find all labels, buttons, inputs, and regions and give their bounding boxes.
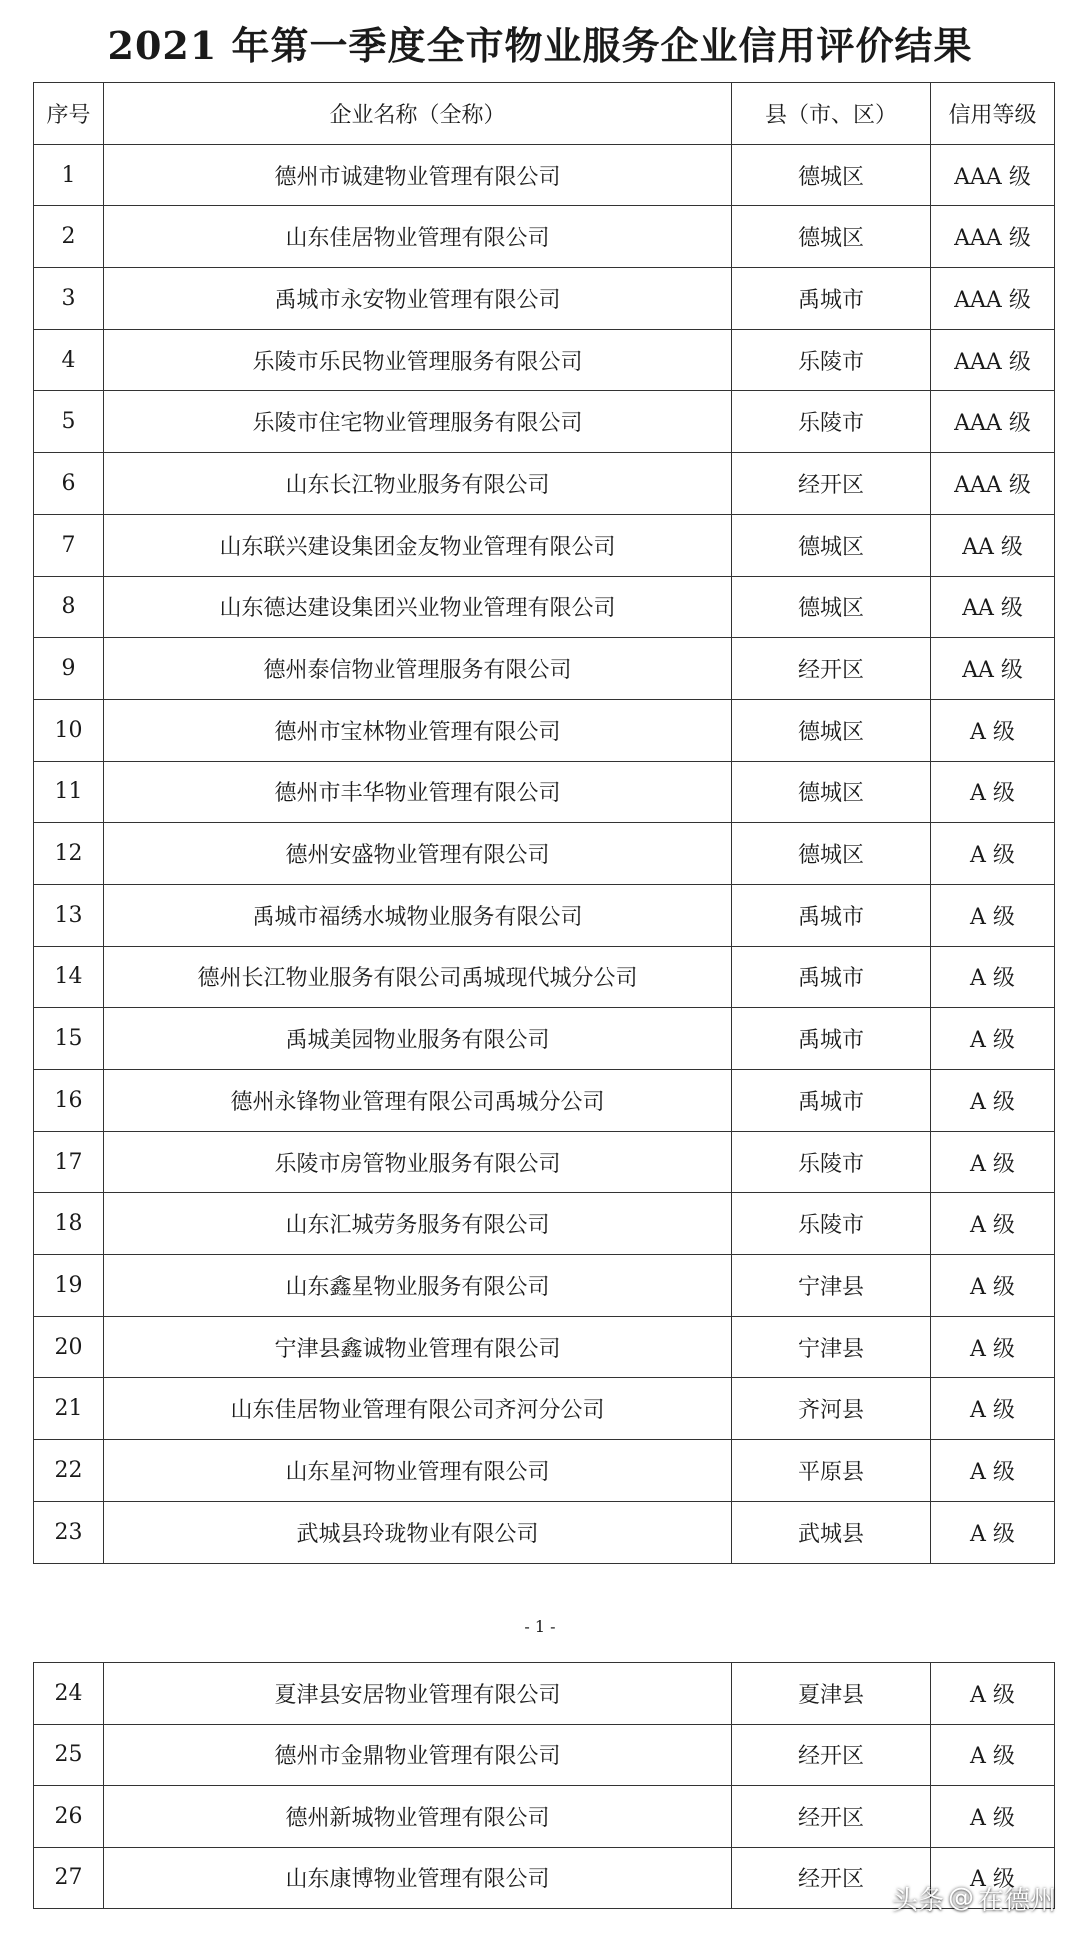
cell-company-name: 禹城市永安物业管理有限公司 <box>104 268 732 330</box>
document-title: 2021 年第一季度全市物业服务企业信用评价结果 <box>107 23 973 68</box>
table-row <box>34 1070 1055 1132</box>
cell-company-name: 武城县玲珑物业有限公司 <box>104 1501 732 1563</box>
cell-county: 禹城市 <box>732 268 931 330</box>
cell-company-name: 山东德达建设集团兴业物业管理有限公司 <box>104 576 732 638</box>
cell-county: 经开区 <box>732 1786 931 1848</box>
table-row <box>34 329 1055 391</box>
cell-credit-grade: AA 级 <box>931 638 1055 700</box>
cell-county: 乐陵市 <box>732 329 931 391</box>
cell-credit-grade: A 级 <box>931 1847 1055 1909</box>
cell-credit-grade: AAA 级 <box>931 206 1055 268</box>
table-header-row <box>34 83 1055 145</box>
cell-serial-number: 26 <box>34 1786 104 1848</box>
table-row <box>34 514 1055 576</box>
cell-credit-grade: AAA 级 <box>931 453 1055 515</box>
cell-credit-grade: A 级 <box>931 1008 1055 1070</box>
cell-county: 德城区 <box>732 699 931 761</box>
cell-company-name: 山东鑫星物业服务有限公司 <box>104 1255 732 1317</box>
cell-company-name: 德州市金鼎物业管理有限公司 <box>104 1724 732 1786</box>
table-body-page-2 <box>34 1663 1055 1909</box>
at-sign: @ <box>947 1883 974 1913</box>
cell-serial-number: 18 <box>34 1193 104 1255</box>
table-row <box>34 884 1055 946</box>
table-row <box>34 1378 1055 1440</box>
cell-company-name: 山东星河物业管理有限公司 <box>104 1440 732 1502</box>
table-row <box>34 1131 1055 1193</box>
credit-rating-table-page-2 <box>33 1662 1055 1909</box>
cell-county: 经开区 <box>732 1724 931 1786</box>
credit-rating-table-page-1 <box>33 82 1055 1564</box>
cell-serial-number: 2 <box>34 206 104 268</box>
watermark-prefix: 头条 <box>891 1885 944 1916</box>
cell-county: 禹城市 <box>732 1008 931 1070</box>
header-credit-grade: 信用等级 <box>931 83 1055 145</box>
cell-serial-number: 14 <box>34 946 104 1008</box>
table-row <box>34 576 1055 638</box>
table-row <box>34 391 1055 453</box>
cell-serial-number: 4 <box>34 329 104 391</box>
cell-company-name: 山东汇城劳务服务有限公司 <box>104 1193 732 1255</box>
cell-credit-grade: A 级 <box>931 1255 1055 1317</box>
cell-county: 宁津县 <box>732 1255 931 1317</box>
cell-credit-grade: A 级 <box>931 1786 1055 1848</box>
cell-credit-grade: A 级 <box>931 761 1055 823</box>
cell-county: 德城区 <box>732 823 931 885</box>
cell-credit-grade: A 级 <box>931 1724 1055 1786</box>
table-row <box>34 1663 1055 1725</box>
table-row <box>34 1255 1055 1317</box>
cell-serial-number: 16 <box>34 1070 104 1132</box>
watermark-account: 在德州 <box>977 1885 1056 1916</box>
table-row <box>34 144 1055 206</box>
table-row <box>34 1724 1055 1786</box>
table-row <box>34 1008 1055 1070</box>
cell-credit-grade: A 级 <box>931 1440 1055 1502</box>
cell-county: 禹城市 <box>732 884 931 946</box>
cell-county: 齐河县 <box>732 1378 931 1440</box>
cell-credit-grade: A 级 <box>931 1501 1055 1563</box>
table-row <box>34 823 1055 885</box>
cell-serial-number: 15 <box>34 1008 104 1070</box>
cell-credit-grade: A 级 <box>931 1316 1055 1378</box>
cell-credit-grade: A 级 <box>931 699 1055 761</box>
cell-credit-grade: A 级 <box>931 884 1055 946</box>
cell-county: 夏津县 <box>732 1663 931 1725</box>
cell-credit-grade: A 级 <box>931 1193 1055 1255</box>
cell-credit-grade: A 级 <box>931 1663 1055 1725</box>
cell-serial-number: 21 <box>34 1378 104 1440</box>
table-row <box>34 268 1055 330</box>
cell-county: 德城区 <box>732 206 931 268</box>
cell-county: 德城区 <box>732 144 931 206</box>
cell-serial-number: 3 <box>34 268 104 330</box>
cell-serial-number: 19 <box>34 1255 104 1317</box>
cell-credit-grade: A 级 <box>931 946 1055 1008</box>
cell-company-name: 乐陵市房管物业服务有限公司 <box>104 1131 732 1193</box>
cell-county: 经开区 <box>732 638 931 700</box>
cell-company-name: 山东联兴建设集团金友物业管理有限公司 <box>104 514 732 576</box>
cell-company-name: 德州永锋物业管理有限公司禹城分公司 <box>104 1070 732 1132</box>
cell-credit-grade: AAA 级 <box>931 268 1055 330</box>
cell-company-name: 山东长江物业服务有限公司 <box>104 453 732 515</box>
cell-serial-number: 27 <box>34 1847 104 1909</box>
cell-company-name: 宁津县鑫诚物业管理有限公司 <box>104 1316 732 1378</box>
cell-serial-number: 22 <box>34 1440 104 1502</box>
cell-county: 德城区 <box>732 576 931 638</box>
cell-serial-number: 23 <box>34 1501 104 1563</box>
cell-serial-number: 17 <box>34 1131 104 1193</box>
table-row <box>34 638 1055 700</box>
cell-credit-grade: AA 级 <box>931 576 1055 638</box>
header-serial-number: 序号 <box>34 83 104 145</box>
page-number: - 1 - <box>524 1617 556 1636</box>
cell-county: 乐陵市 <box>732 1131 931 1193</box>
table-row <box>34 1316 1055 1378</box>
table-row <box>34 206 1055 268</box>
cell-company-name: 德州市丰华物业管理有限公司 <box>104 761 732 823</box>
table-row <box>34 1440 1055 1502</box>
cell-credit-grade: AAA 级 <box>931 144 1055 206</box>
cell-serial-number: 1 <box>34 144 104 206</box>
cell-serial-number: 12 <box>34 823 104 885</box>
cell-credit-grade: A 级 <box>931 823 1055 885</box>
cell-serial-number: 25 <box>34 1724 104 1786</box>
cell-county: 宁津县 <box>732 1316 931 1378</box>
cell-serial-number: 20 <box>34 1316 104 1378</box>
cell-company-name: 德州泰信物业管理服务有限公司 <box>104 638 732 700</box>
watermark <box>892 1878 1056 1918</box>
cell-company-name: 山东康博物业管理有限公司 <box>104 1847 732 1909</box>
cell-company-name: 德州市宝林物业管理有限公司 <box>104 699 732 761</box>
cell-serial-number: 8 <box>34 576 104 638</box>
cell-serial-number: 10 <box>34 699 104 761</box>
table-row <box>34 1193 1055 1255</box>
cell-county: 平原县 <box>732 1440 931 1502</box>
cell-company-name: 德州新城物业管理有限公司 <box>104 1786 732 1848</box>
cell-serial-number: 6 <box>34 453 104 515</box>
cell-serial-number: 13 <box>34 884 104 946</box>
cell-company-name: 德州安盛物业管理有限公司 <box>104 823 732 885</box>
cell-serial-number: 24 <box>34 1663 104 1725</box>
cell-serial-number: 11 <box>34 761 104 823</box>
cell-county: 经开区 <box>732 1847 931 1909</box>
cell-county: 德城区 <box>732 514 931 576</box>
cell-serial-number: 9 <box>34 638 104 700</box>
cell-county: 德城区 <box>732 761 931 823</box>
header-county: 县（市、区） <box>732 83 931 145</box>
cell-company-name: 禹城美园物业服务有限公司 <box>104 1008 732 1070</box>
table-row <box>34 1786 1055 1848</box>
cell-credit-grade: AAA 级 <box>931 329 1055 391</box>
cell-credit-grade: A 级 <box>931 1131 1055 1193</box>
table-body-page-1 <box>34 144 1055 1563</box>
header-company-name: 企业名称（全称） <box>104 83 732 145</box>
cell-county: 武城县 <box>732 1501 931 1563</box>
cell-company-name: 德州长江物业服务有限公司禹城现代城分公司 <box>104 946 732 1008</box>
cell-county: 禹城市 <box>732 1070 931 1132</box>
cell-credit-grade: AAA 级 <box>931 391 1055 453</box>
cell-company-name: 乐陵市住宅物业管理服务有限公司 <box>104 391 732 453</box>
cell-credit-grade: A 级 <box>931 1378 1055 1440</box>
cell-county: 乐陵市 <box>732 1193 931 1255</box>
table-row <box>34 699 1055 761</box>
cell-county: 禹城市 <box>732 946 931 1008</box>
cell-company-name: 德州市诚建物业管理有限公司 <box>104 144 732 206</box>
cell-company-name: 山东佳居物业管理有限公司齐河分公司 <box>104 1378 732 1440</box>
cell-company-name: 山东佳居物业管理有限公司 <box>104 206 732 268</box>
cell-county: 乐陵市 <box>732 391 931 453</box>
cell-credit-grade: AA 级 <box>931 514 1055 576</box>
cell-company-name: 禹城市福绣水城物业服务有限公司 <box>104 884 732 946</box>
table-row <box>34 761 1055 823</box>
cell-serial-number: 7 <box>34 514 104 576</box>
table-row <box>34 453 1055 515</box>
cell-credit-grade: A 级 <box>931 1070 1055 1132</box>
cell-company-name: 夏津县安居物业管理有限公司 <box>104 1663 732 1725</box>
table-row <box>34 1501 1055 1563</box>
cell-company-name: 乐陵市乐民物业管理服务有限公司 <box>104 329 732 391</box>
cell-serial-number: 5 <box>34 391 104 453</box>
cell-county: 经开区 <box>732 453 931 515</box>
table-row <box>34 946 1055 1008</box>
